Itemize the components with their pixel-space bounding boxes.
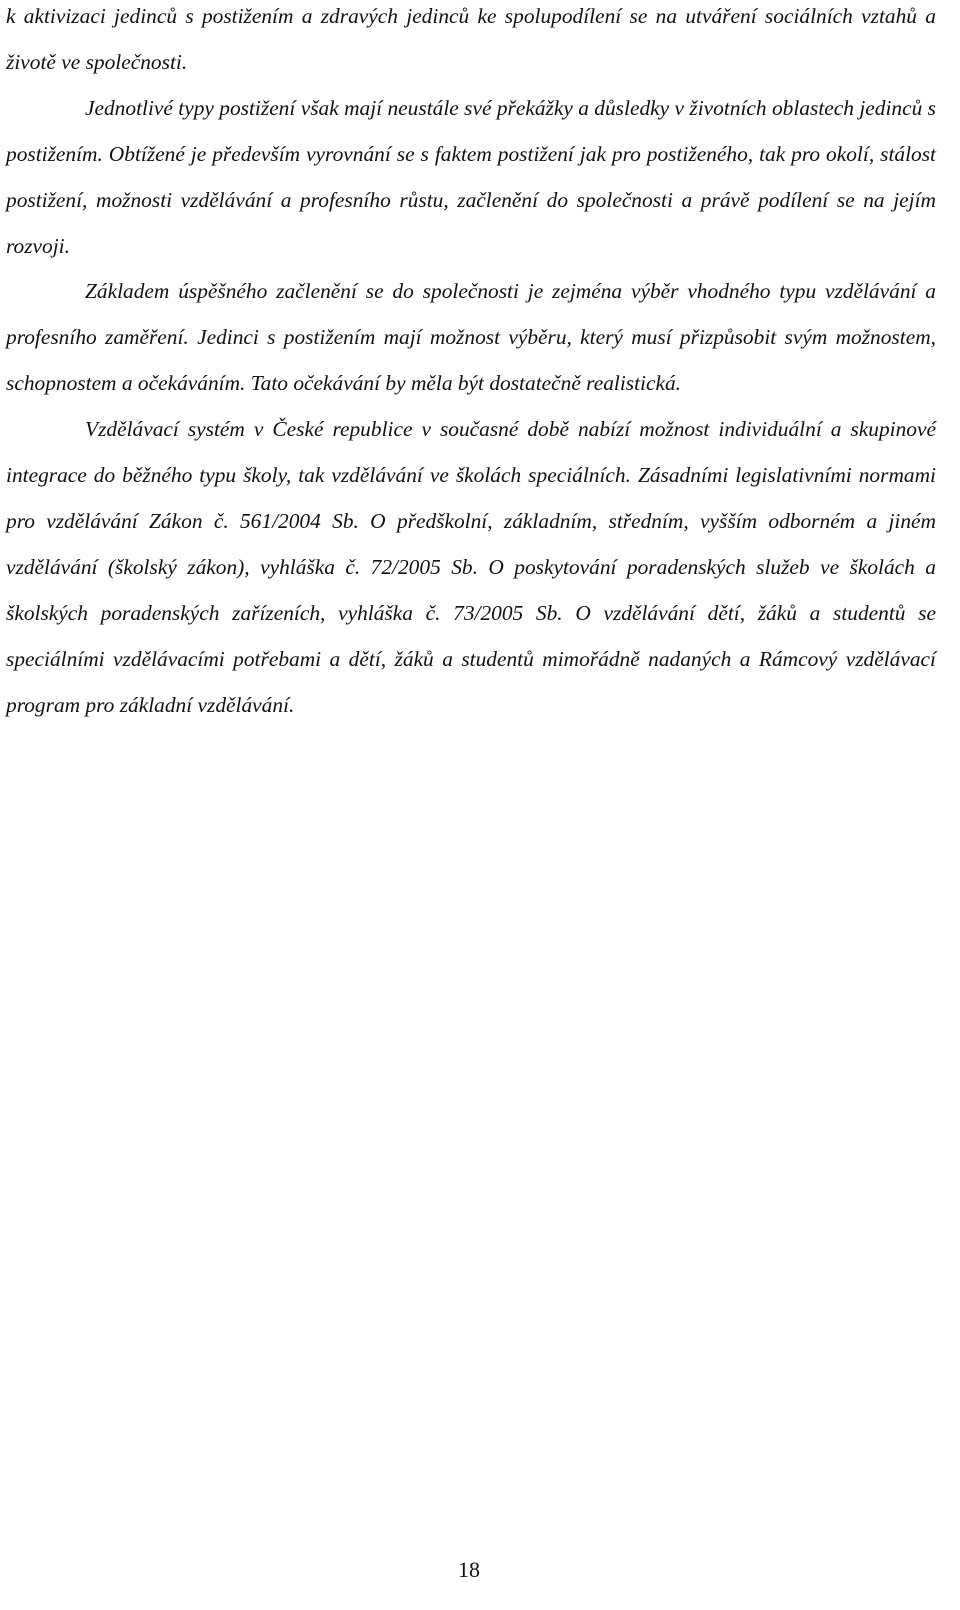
paragraph-4: Vzdělávací systém v České republice v současné době nabízí možnost individuální a skupinové integrace do běžného typu školy, tak vzdělávání ve školách speciálních. Zásadními legislativními normami pro vzdělávání Zákon č. 561/2004 Sb. O předškolní, základním, středním, vyšším odborném a jiném vzdělávání (školský zákon), vyhláška č. 72/2005 Sb. O poskytování poradenských služeb ve školách a školských poradenských zařízeních, vyhláška č. 73/2005 Sb. O vzdělávání dětí, žáků a studentů se speciálními vzdělávacími potřebami a dětí, žáků a studentů mimořádně nadaných a Rámcový vzdělávací program pro základní vzdělávání. xyxy=(6,417,936,717)
paragraph-1: k aktivizaci jedinců s postižením a zdravých jedinců ke spolupodílení se na utváření sociálních vztahů a životě ve společnosti. xyxy=(6,4,936,74)
body-text xyxy=(6,0,936,729)
paragraph-3: Základem úspěšného začlenění se do společnosti je zejména výběr vhodného typu vzdělávání a profesního zaměření. Jedinci s postižením mají možnost výběru, který musí přizpůsobit svým možnostem, schopnostem a očekáváním. Tato očekávání by měla být dostatečně realistická. xyxy=(6,279,936,396)
paragraph-2: Jednotlivé typy postižení však mají neustále své překážky a důsledky v životních oblastech jedinců s postižením. Obtížené je především vyrovnání se s faktem postižení jak pro postiženého, tak pro okolí, stálost postižení, možnosti vzdělávání a profesního růstu, začlenění do společnosti a právě podílení se na jejím rozvoji. xyxy=(6,95,936,258)
page-number: 18 xyxy=(458,1557,480,1582)
